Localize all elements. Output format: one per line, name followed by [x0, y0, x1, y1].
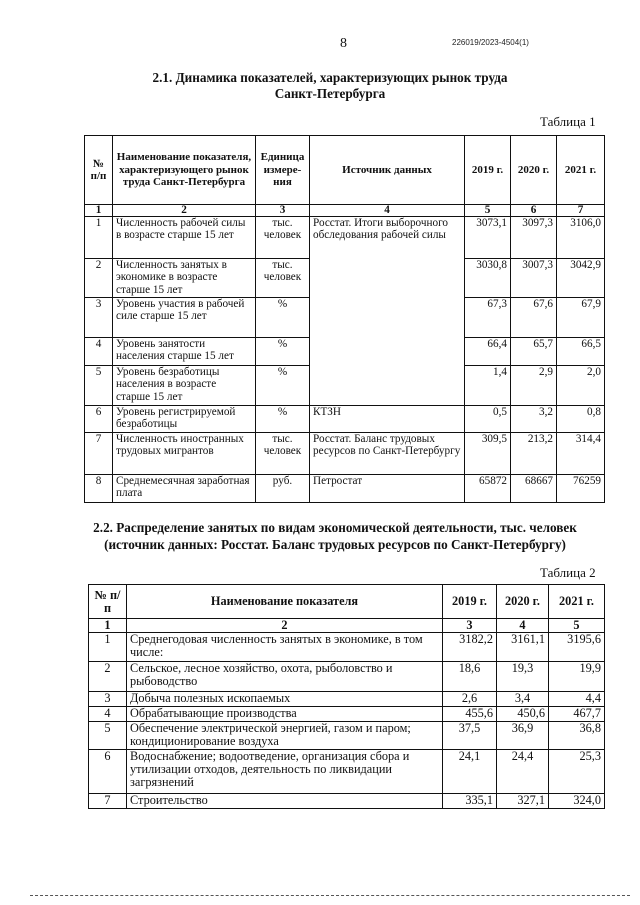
data-source: Росстат. Итоги выборочного обследования рабочей силы [310, 217, 465, 406]
row-number: 4 [89, 707, 127, 722]
value-2020: 19,3 [497, 662, 549, 692]
header-2020: 2020 г. [497, 585, 549, 619]
row-number: 1 [85, 217, 113, 259]
table1-label: Таблица 1 [540, 114, 596, 129]
header-source: Источник данных [310, 136, 465, 205]
header-2019: 2019 г. [465, 136, 511, 205]
indicator-name: Сельское, лесное хозяйство, охота, рыболовство и рыбоводство [127, 662, 443, 692]
indicator-name: Численность рабочей силы в возрасте старше 15 лет [113, 217, 256, 259]
value-2020: 3,4 [497, 692, 549, 707]
data-source: КТЗН [310, 406, 465, 433]
value-2020: 450,6 [497, 707, 549, 722]
header-2021: 2021 г. [557, 136, 605, 205]
value-2019: 24,1 [443, 750, 497, 794]
value-2021: 25,3 [549, 750, 605, 794]
value-2019: 3030,8 [465, 259, 511, 298]
indicator-name: Среднегодовая численность занятых в экономике, в том числе: [127, 633, 443, 662]
indicator-name: Уровень безработицы населения в возрасте старше 15 лет [113, 366, 256, 406]
value-2020: 24,4 [497, 750, 549, 794]
header-num: № п/п [85, 136, 113, 205]
row-number: 5 [89, 722, 127, 750]
unit: % [256, 406, 310, 433]
value-2021: 66,5 [557, 338, 605, 366]
table-row [89, 794, 605, 809]
value-2020: 327,1 [497, 794, 549, 809]
table-header-row [85, 136, 605, 205]
section1-title-line2: Санкт-Петербурга [274, 86, 386, 101]
value-2019: 65872 [465, 475, 511, 503]
unit: % [256, 366, 310, 406]
value-2021: 36,8 [549, 722, 605, 750]
unit: тыс. человек [256, 217, 310, 259]
indicator-name: Обеспечение электрической энергией, газом и паром; кондиционирование воздуха [127, 722, 443, 750]
indicator-name: Уровень занятости населения старше 15 лет [113, 338, 256, 366]
table-row [85, 475, 605, 503]
value-2021: 324,0 [549, 794, 605, 809]
column-number-row [89, 619, 605, 633]
col-number: 3 [256, 205, 310, 217]
value-2020: 213,2 [511, 433, 557, 475]
col-number: 6 [511, 205, 557, 217]
col-number: 3 [443, 619, 497, 633]
unit: руб. [256, 475, 310, 503]
value-2021: 19,9 [549, 662, 605, 692]
page-number: 8 [340, 36, 347, 51]
value-2021: 67,9 [557, 298, 605, 338]
value-2020: 36,9 [497, 722, 549, 750]
value-2021: 0,8 [557, 406, 605, 433]
unit: % [256, 298, 310, 338]
col-number: 1 [85, 205, 113, 217]
table-header-row [89, 585, 605, 619]
section1-title-line1: 2.1. Динамика показателей, характеризующих рынок труда [152, 70, 508, 85]
value-2021: 3106,0 [557, 217, 605, 259]
header-num: № п/п [89, 585, 127, 619]
value-2021: 467,7 [549, 707, 605, 722]
col-number: 2 [113, 205, 256, 217]
section2-title-line1: 2.2. Распределение занятых по видам экономической деятельности, тыс. человек [93, 520, 577, 535]
value-2021: 76259 [557, 475, 605, 503]
header-2019: 2019 г. [443, 585, 497, 619]
row-number: 3 [89, 692, 127, 707]
value-2019: 66,4 [465, 338, 511, 366]
indicator-name: Среднемесячная заработная плата [113, 475, 256, 503]
header-2020: 2020 г. [511, 136, 557, 205]
section2-title-line2: (источник данных: Росстат. Баланс трудовых ресурсов по Санкт-Петербургу) [104, 537, 566, 552]
value-2020: 3097,3 [511, 217, 557, 259]
row-number: 2 [89, 662, 127, 692]
header-name: Наименование показателя, характеризующего рынок труда Санкт-Петербурга [113, 136, 256, 205]
row-number: 6 [85, 406, 113, 433]
indicator-name: Добыча полезных ископаемых [127, 692, 443, 707]
value-2019: 335,1 [443, 794, 497, 809]
value-2020: 3161,1 [497, 633, 549, 662]
row-number: 8 [85, 475, 113, 503]
value-2019: 18,6 [443, 662, 497, 692]
column-number-row [85, 205, 605, 217]
value-2019: 3073,1 [465, 217, 511, 259]
table-row [89, 722, 605, 750]
table-employment-by-activity [88, 584, 605, 809]
value-2019: 1,4 [465, 366, 511, 406]
indicator-name: Численность иностранных трудовых мигрантов [113, 433, 256, 475]
unit: % [256, 338, 310, 366]
row-number: 5 [85, 366, 113, 406]
table-row [89, 750, 605, 794]
unit: тыс. человек [256, 259, 310, 298]
value-2019: 455,6 [443, 707, 497, 722]
indicator-name: Численность занятых в экономике в возрасте старше 15 лет [113, 259, 256, 298]
row-number: 7 [85, 433, 113, 475]
value-2020: 3007,3 [511, 259, 557, 298]
value-2019: 309,5 [465, 433, 511, 475]
indicator-name: Уровень участия в рабочей силе старше 15 лет [113, 298, 256, 338]
value-2019: 0,5 [465, 406, 511, 433]
table-row [85, 433, 605, 475]
data-source: Петростат [310, 475, 465, 503]
table-row [89, 633, 605, 662]
value-2019: 67,3 [465, 298, 511, 338]
col-number: 4 [310, 205, 465, 217]
value-2021: 4,4 [549, 692, 605, 707]
value-2020: 2,9 [511, 366, 557, 406]
table2-label: Таблица 2 [540, 565, 596, 580]
header-2021: 2021 г. [549, 585, 605, 619]
value-2020: 3,2 [511, 406, 557, 433]
table-row [89, 692, 605, 707]
value-2021: 3042,9 [557, 259, 605, 298]
col-number: 5 [549, 619, 605, 633]
value-2019: 3182,2 [443, 633, 497, 662]
header-name: Наименование показателя [127, 585, 443, 619]
indicator-name: Обрабатывающие производства [127, 707, 443, 722]
header-unit: Единица измере-ния [256, 136, 310, 205]
document-id: 226019/2023-4504(1) [452, 38, 529, 47]
value-2021: 3195,6 [549, 633, 605, 662]
indicator-name: Строительство [127, 794, 443, 809]
indicator-name: Уровень регистрируемой безработицы [113, 406, 256, 433]
indicator-name: Водоснабжение; водоотведение, организация сбора и утилизации отходов, деятельность по ликвидации загрязнений [127, 750, 443, 794]
table-row [85, 217, 605, 259]
col-number: 2 [127, 619, 443, 633]
value-2020: 68667 [511, 475, 557, 503]
col-number: 1 [89, 619, 127, 633]
value-2021: 2,0 [557, 366, 605, 406]
value-2020: 65,7 [511, 338, 557, 366]
table-row [85, 406, 605, 433]
unit: тыс. человек [256, 433, 310, 475]
table-row [89, 662, 605, 692]
table-row [89, 707, 605, 722]
col-number: 4 [497, 619, 549, 633]
row-number: 6 [89, 750, 127, 794]
row-number: 3 [85, 298, 113, 338]
row-number: 2 [85, 259, 113, 298]
col-number: 7 [557, 205, 605, 217]
value-2020: 67,6 [511, 298, 557, 338]
table-labor-market [84, 135, 605, 503]
row-number: 1 [89, 633, 127, 662]
value-2019: 2,6 [443, 692, 497, 707]
row-number: 4 [85, 338, 113, 366]
col-number: 5 [465, 205, 511, 217]
value-2019: 37,5 [443, 722, 497, 750]
data-source: Росстат. Баланс трудовых ресурсов по Санкт-Петербургу [310, 433, 465, 475]
value-2021: 314,4 [557, 433, 605, 475]
row-number: 7 [89, 794, 127, 809]
scan-edge-line [30, 895, 630, 896]
